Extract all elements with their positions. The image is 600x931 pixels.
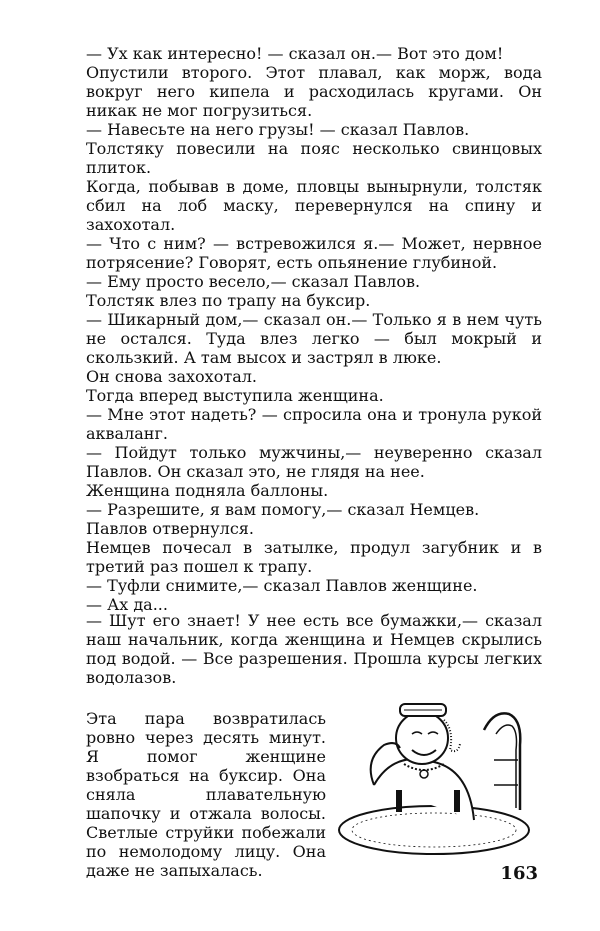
- paragraph: — Туфли снимите,— сказал Павлов женщине.: [86, 576, 478, 595]
- paragraph: Он снова захохотал.: [86, 367, 257, 386]
- paragraph: — Ему просто весело,— сказал Павлов.: [86, 272, 421, 291]
- paragraph: Опустили второго. Этот плавал, как морж, вода вокруг него кипела и расходилась кругами. Он никак не мог погрузиться.: [86, 63, 542, 120]
- paragraph: Женщина подняла баллоны.: [86, 481, 329, 500]
- page-number: 163: [500, 863, 538, 884]
- paragraph: — Что с ним? — встревожился я.— Может, нервное потрясение? Говорят, есть опьянение глубиной.: [86, 234, 542, 272]
- paragraph: Эта пара возвратилась ровно через десять минут. Я помог женщине взобраться на буксир. Она сняла плавательную шапочку и отжала волосы. Светлые струйки побежали по немолодому лицу. Она даже не запыхалась.: [86, 709, 326, 880]
- diver-illustration: [334, 690, 544, 860]
- paragraph: Толстяк влез по трапу на буксир.: [86, 291, 371, 310]
- paragraph: — Ух как интересно! — сказал он.— Вот это дом!: [86, 44, 504, 63]
- paragraph: Тогда вперед выступила женщина.: [86, 386, 384, 405]
- paragraph: — Шут его знает! У нее есть все бумажки,— сказал наш начальник, когда женщина и Немцев скрылись под водой. — Все разрешения. Прошла курсы легких водолазов.: [86, 611, 542, 687]
- paragraph: — Разрешите, я вам помогу,— сказал Немцев.: [86, 500, 480, 519]
- paragraph: Павлов отвернулся.: [86, 519, 254, 538]
- paragraph: Немцев почесал в затылке, продул загубник и в третий раз пошел к трапу.: [86, 538, 542, 576]
- paragraph: — Мне этот надеть? — спросила она и тронула рукой акваланг.: [86, 405, 542, 443]
- paragraph: Толстяку повесили на пояс несколько свинцовых плиток.: [86, 139, 542, 177]
- paragraph: — Ах да...: [86, 595, 168, 614]
- paragraph: Когда, побывав в доме, пловцы вынырнули, толстяк сбил на лоб маску, перевернулся на спину и захохотал.: [86, 177, 542, 234]
- paragraph: — Шикарный дом,— сказал он.— Только я в нем чуть не остался. Туда влез легко — был мокрый и скользкий. А там высох и застрял в люке.: [86, 310, 542, 367]
- paragraph: — Навесьте на него грузы! — сказал Павлов.: [86, 120, 470, 139]
- paragraph: — Пойдут только мужчины,— неуверенно сказал Павлов. Он сказал это, не глядя на нее.: [86, 443, 542, 481]
- main-text: [86, 44, 542, 614]
